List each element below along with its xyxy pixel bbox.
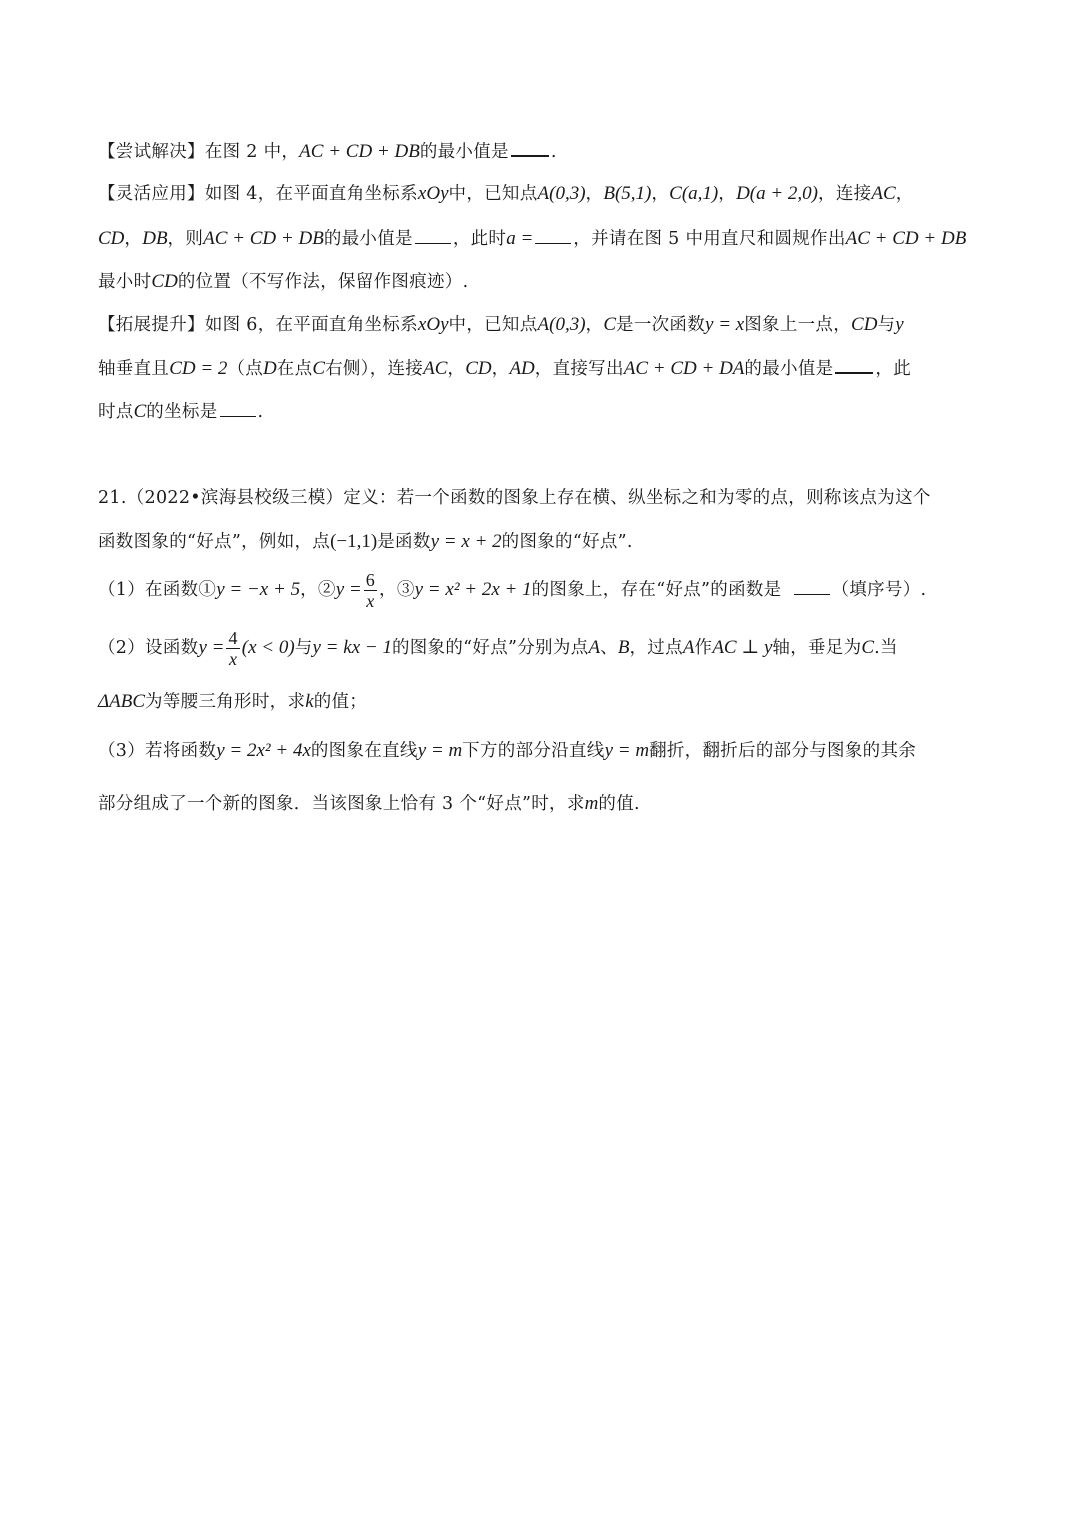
fraction-6-over-x: $\frac{6}{x}$ bbox=[365, 570, 376, 611]
try-solve-label: 【尝试解决】 bbox=[98, 142, 205, 162]
extend-line-2: 轴垂直且CD = 2（点D在点C右侧），连接AC，CD，AD，直接写出AC + CD + DA的最小值是 ，此 bbox=[98, 355, 982, 380]
apply-line-2: CD，DB，则AC + CD + DB的最小值是 ，此时a = ，并请在图 5 中用直尺和圆规作出AC + CD + DB bbox=[98, 228, 967, 249]
q21-sub3-line-1: （3）若将函数y = 2x² + 4x的图象在直线y = m下方的部分沿直线y = m翻折，翻折后的部分与图象的其余 bbox=[98, 740, 917, 761]
q21-sub2-line-1: （2）设函数y = $\frac{4}{x}$ (x < 0)与y = kx − 1的图象的“好点”分别为点A、B，过点A作AC ⊥ y轴，垂足为C.当 bbox=[98, 628, 898, 669]
q21-intro: 21.（2022•滨海县校级三模）定义：若一个函数的图象上存在横、纵坐标之和为零的点，则称该点为这个 bbox=[98, 488, 931, 508]
try-solve-line: 【尝试解决】在图 2 中，AC + CD + DB的最小值是 . bbox=[98, 138, 982, 163]
answer-blank[interactable] bbox=[794, 577, 830, 595]
q21-line-2: 函数图象的“好点”，例如，点(−1,1)是函数y = x + 2的图象的“好点”. bbox=[98, 531, 633, 552]
extend-line-3: 时点C的坐标是 . bbox=[98, 401, 264, 422]
fraction-4-over-x: $\frac{4}{x}$ bbox=[228, 628, 238, 669]
apply-label: 【灵活应用】 bbox=[98, 184, 205, 204]
extend-label: 【拓展提升】 bbox=[98, 315, 205, 335]
q21-sub3-line-2: 部分组成了一个新的图象．当该图象上恰有 3 个“好点”时，求m的值. bbox=[98, 793, 640, 814]
apply-line-1: 【灵活应用】如图 4，在平面直角坐标系xOy中，已知点A(0,3)，B(5,1)，C(a,1)，D(a + 2,0)，连接AC， bbox=[98, 183, 914, 204]
extend-line-1: 【拓展提升】如图 6，在平面直角坐标系xOy中，已知点A(0,3)，C是一次函数y = x图象上一点，CD与y bbox=[98, 314, 904, 335]
q21-sub1: （1）在函数①y = −x + 5，②y = $\frac{6}{x}$ ，③y = x² + 2x + 1的图象上，存在“好点”的函数是 （填序号）. bbox=[98, 570, 927, 611]
answer-blank[interactable] bbox=[835, 355, 873, 374]
q21-line-1 bbox=[98, 484, 982, 509]
answer-blank[interactable] bbox=[535, 226, 571, 244]
answer-blank[interactable] bbox=[415, 226, 451, 244]
q21-sub2-line-2: ΔABC为等腰三角形时，求k的值； bbox=[98, 691, 368, 712]
answer-blank[interactable] bbox=[220, 399, 256, 417]
answer-blank[interactable] bbox=[511, 138, 549, 157]
apply-line-3: 最小时CD的位置（不写作法，保留作图痕迹）. bbox=[98, 271, 469, 292]
